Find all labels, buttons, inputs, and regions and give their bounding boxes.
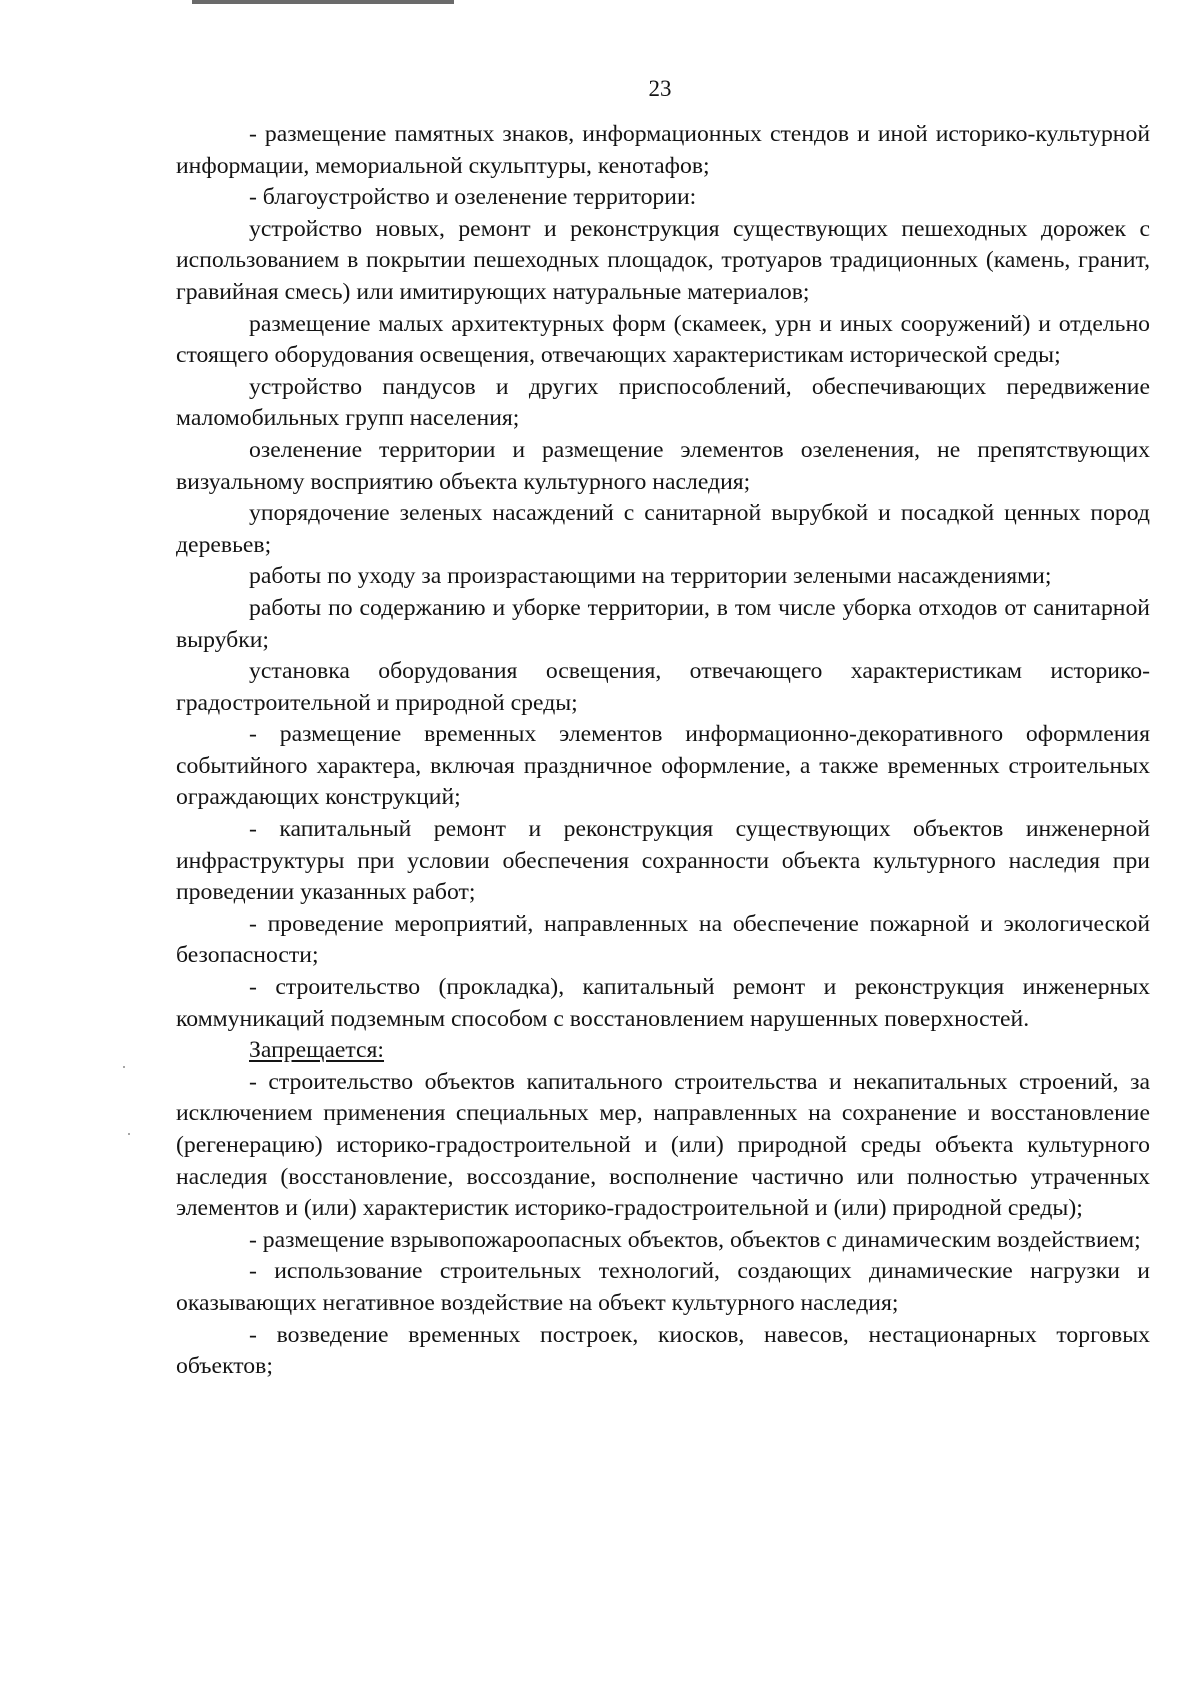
paragraph: установка оборудования освещения, отвечающего характеристикам историко-градостроительной и природной среды; — [176, 658, 1150, 716]
page-number: 23 — [648, 76, 672, 101]
paragraph: - размещение памятных знаков, информационных стендов и иной историко-культурной информации, мемориальной скульптуры, кенотафов; — [176, 121, 1150, 179]
paragraph: - проведение мероприятий, направленных на обеспечение пожарной и экологической безопасности; — [176, 910, 1150, 969]
paragraph: работы по уходу за произрастающими на территории зелеными насаждениями; — [249, 563, 1052, 590]
paragraph: устройство новых, ремонт и реконструкция существующих пешеходных дорожек с использованием в покрытии пешеходных площадок, тротуаров традиционных (камень, гранит, гравийная смесь) или имитирующих натуральные материалов; — [176, 215, 1150, 305]
scan-edge-artifact — [192, 0, 454, 4]
paragraph: - благоустройство и озеленение территории: — [249, 184, 697, 211]
paragraph: работы по содержанию и уборке территории, в том числе уборка отходов от санитарной вырубки; — [176, 594, 1150, 653]
prohibited-heading — [176, 1035, 1150, 1067]
paragraph: - размещение временных элементов информационно-декоративного оформления событийного характера, включая праздничное оформление, а также временных строительных ограждающих конструкций; — [176, 721, 1150, 811]
scan-speck — [123, 1066, 125, 1068]
paragraph: устройство пандусов и других приспособлений, обеспечивающих передвижение маломобильных групп населения; — [176, 373, 1150, 432]
scan-speck — [128, 1133, 130, 1135]
prohibited-item: - использование строительных технологий, создающих динамические нагрузки и оказывающих негативное воздействие на объект культурного наследия; — [176, 1258, 1150, 1316]
document-body — [176, 119, 1150, 1383]
paragraph: размещение малых архитектурных форм (скамеек, урн и иных сооружений) и отдельно стоящего оборудования освещения, отвечающих характеристикам исторической среды; — [176, 310, 1150, 369]
prohibited-item: - возведение временных построек, киосков, навесов, нестационарных торговых объектов; — [176, 1321, 1150, 1380]
paragraph: озеленение территории и размещение элементов озеленения, не препятствующих визуальному восприятию объекта культурного наследия; — [176, 436, 1150, 495]
paragraph: - строительство (прокладка), капитальный ремонт и реконструкция инженерных коммуникаций подземным способом с восстановлением нарушенных поверхностей. — [176, 974, 1150, 1032]
prohibited-item: - размещение взрывопожароопасных объектов, объектов с динамическим воздействием; — [249, 1226, 1141, 1253]
paragraph: упорядочение зеленых насаждений с санитарной вырубкой и посадкой ценных пород деревьев; — [176, 500, 1150, 558]
paragraph: - капитальный ремонт и реконструкция существующих объектов инженерной инфраструктуры при условии обеспечения сохранности объекта культурного наследия при проведении указанных работ; — [176, 816, 1150, 906]
prohibited-heading-text: Запрещается: — [249, 1037, 385, 1064]
prohibited-item: - строительство объектов капитального строительства и некапитальных строений, за исключением применения специальных мер, направленных на сохранение и восстановление (регенерацию) историко-градостроительной и (или) природной среды объекта культурного наследия (восстановление, воссоздание, восполнение частично или полностью утраченных элементов и (или) характеристик историко-градостроительной и (или) природной среды); — [176, 1068, 1150, 1222]
